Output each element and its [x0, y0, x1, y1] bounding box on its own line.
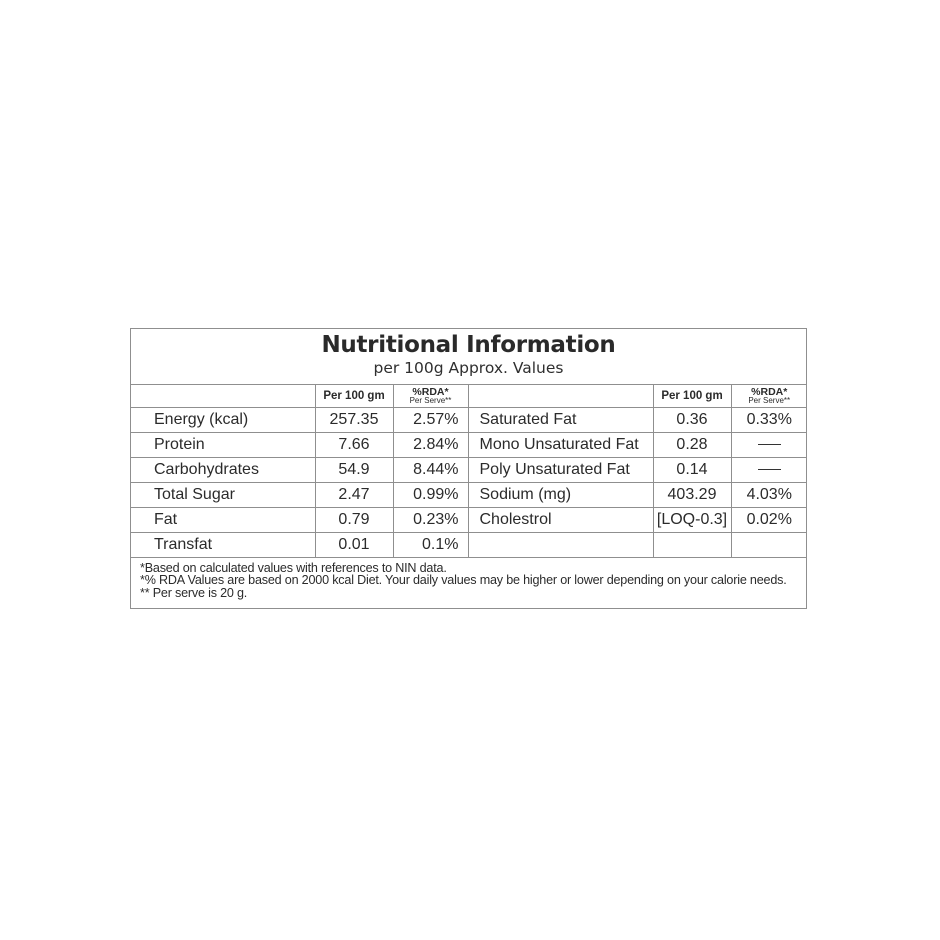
header-blank-left — [130, 385, 315, 407]
panel-title: Nutritional Information — [321, 332, 616, 358]
nutrient-per100: 403.29 — [653, 482, 731, 507]
header-rda-right — [731, 385, 807, 407]
nutrient-rda — [731, 432, 807, 457]
panel-subtitle: per 100g Approx. Values — [373, 359, 564, 377]
nutrient-rda: 0.1% — [393, 532, 468, 557]
nutrient-rda: 2.84% — [393, 432, 468, 457]
nutrient-rda: 0.33% — [731, 407, 807, 432]
nutrient-per100: 257.35 — [315, 407, 393, 432]
header-rda-label: %RDA* — [751, 385, 788, 398]
nutrient-name: Protein — [130, 432, 315, 457]
footnote: *Based on calculated values with references to NIN data. — [140, 560, 447, 575]
nutrient-per100: 7.66 — [315, 432, 393, 457]
dash-icon — [758, 469, 781, 470]
table-row — [130, 482, 807, 507]
header-rda-left — [393, 385, 468, 407]
nutrient-name — [468, 532, 653, 557]
nutrition-panel — [130, 328, 807, 609]
nutrient-rda: 2.57% — [393, 407, 468, 432]
header-row — [130, 385, 807, 407]
nutrient-name: Cholestrol — [468, 507, 653, 532]
table-row — [130, 432, 807, 457]
header-per100-right: Per 100 gm — [653, 385, 731, 407]
footnote: *% RDA Values are based on 2000 kcal Diet. Your daily values may be higher or lower depending on your calorie needs. — [140, 573, 787, 587]
nutrient-name: Transfat — [130, 532, 315, 557]
table-row — [130, 457, 807, 482]
nutrient-rda: 0.99% — [393, 482, 468, 507]
header-rda-sublabel: Per Serve** — [748, 395, 791, 405]
nutrient-per100: 0.14 — [653, 457, 731, 482]
nutrient-name: Fat — [130, 507, 315, 532]
nutrient-per100: [LOQ-0.3] — [653, 507, 731, 532]
nutrient-name: Energy (kcal) — [130, 407, 315, 432]
nutrient-rda: 8.44% — [393, 457, 468, 482]
title-block — [131, 329, 806, 385]
nutrient-name: Sodium (mg) — [468, 482, 653, 507]
nutrient-name: Carbohydrates — [130, 457, 315, 482]
table-row — [130, 532, 807, 557]
footnotes — [131, 558, 806, 600]
dash-icon — [758, 444, 781, 445]
nutrient-per100: 2.47 — [315, 482, 393, 507]
nutrient-per100: 0.36 — [653, 407, 731, 432]
header-rda-label: %RDA* — [412, 385, 449, 398]
table-row — [130, 507, 807, 532]
nutrient-name: Saturated Fat — [468, 407, 653, 432]
nutrient-name: Total Sugar — [130, 482, 315, 507]
nutrient-rda: 0.23% — [393, 507, 468, 532]
header-blank-right — [468, 385, 653, 407]
nutrient-name: Poly Unsaturated Fat — [468, 457, 653, 482]
nutrition-table — [130, 385, 807, 558]
header-per100-left: Per 100 gm — [315, 385, 393, 407]
nutrient-name: Mono Unsaturated Fat — [468, 432, 653, 457]
nutrient-per100: 0.79 — [315, 507, 393, 532]
nutrient-rda — [731, 457, 807, 482]
nutrient-per100: 0.28 — [653, 432, 731, 457]
table-row — [130, 407, 807, 432]
nutrient-rda: 4.03% — [731, 482, 807, 507]
nutrient-per100 — [653, 532, 731, 557]
nutrient-rda: 0.02% — [731, 507, 807, 532]
header-rda-sublabel: Per Serve** — [409, 395, 452, 405]
nutrient-per100: 54.9 — [315, 457, 393, 482]
nutrient-rda — [731, 532, 807, 557]
nutrient-per100: 0.01 — [315, 532, 393, 557]
footnote: ** Per serve is 20 g. — [140, 585, 248, 600]
